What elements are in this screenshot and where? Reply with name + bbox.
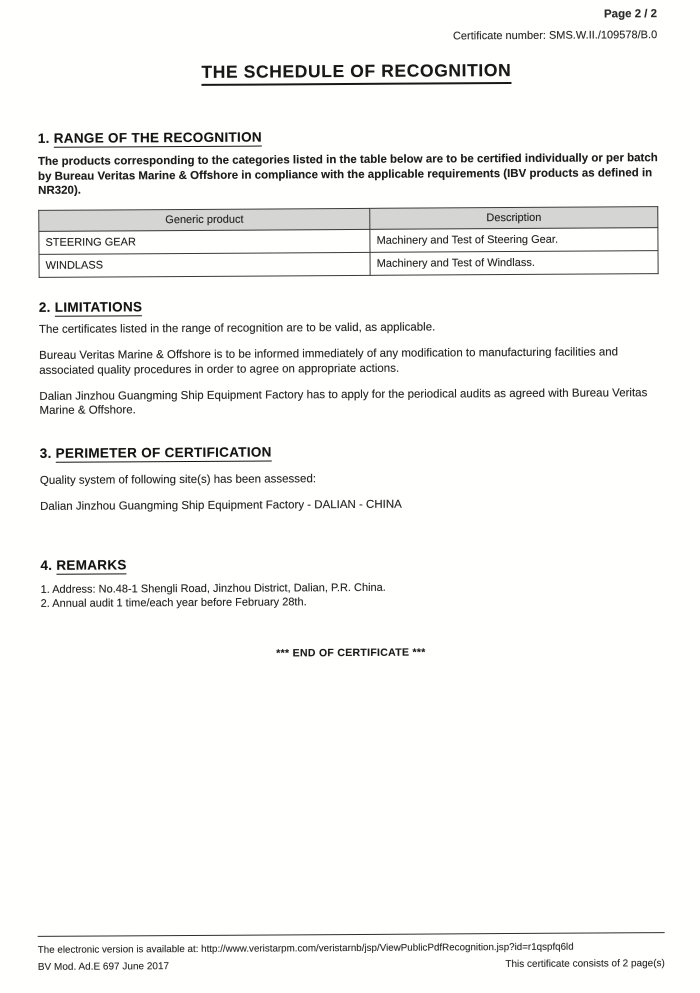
section-heading-range: [38, 127, 658, 146]
bv-mod-reference: BV Mod. Ad.E 697 June 2017: [37, 961, 170, 973]
section-title: RANGE OF THE RECOGNITION: [53, 129, 262, 146]
end-of-certificate-marker: *** END OF CERTIFICATE ***: [276, 646, 426, 659]
perimeter-paragraph: Quality system of following site(s) has been assessed:: [39, 472, 317, 487]
table-cell-description: Machinery and Test of Steering Gear.: [370, 228, 658, 253]
section-title: LIMITATIONS: [54, 299, 143, 315]
section-heading-perimeter: [40, 442, 660, 461]
range-body-paragraph: The products corresponding to the categories listed in the table below are to be certified individually or per batch by Bureau Veritas Marine & Offshore in compliance with the applicable requirements (IBV products as defined in NR320).: [37, 152, 658, 197]
remarks-list: [41, 579, 661, 611]
section-number: 4.: [40, 557, 53, 573]
section-number: 1.: [37, 130, 50, 146]
limitations-paragraph: The certificates listed in the range of recognition are to be valid, as applicable.: [38, 321, 436, 336]
table-row: [39, 251, 658, 278]
section-heading-remarks: [40, 554, 660, 573]
table-cell-product: STEERING GEAR: [39, 229, 370, 254]
table-cell-description: Machinery and Test of Windlass.: [370, 251, 658, 276]
section-number: 3.: [39, 445, 52, 461]
pages-note: This certificate consists of 2 page(s): [505, 958, 665, 971]
section-number: 2.: [38, 299, 51, 315]
table-header-description: Description: [370, 207, 658, 230]
section-heading-limitations: [39, 296, 659, 315]
document-title-text: THE SCHEDULE OF RECOGNITION: [201, 60, 511, 86]
certificate-number: Certificate number: SMS.W.II./109578/B.0: [452, 29, 658, 43]
footer-bottom-row: [38, 958, 665, 973]
recognition-table: [38, 206, 658, 278]
perimeter-site-line: Dalian Jinzhou Guangming Ship Equipment Factory - DALIAN - CHINA: [40, 498, 402, 513]
page-indicator: Page 2 / 2: [603, 8, 658, 21]
section-title: REMARKS: [56, 556, 127, 573]
limitations-paragraph: Dalian Jinzhou Guangming Ship Equipment Factory has to apply for the periodical audits as agreed with Bureau Veritas Marine & Offshore.: [39, 386, 648, 417]
document-title: [37, 59, 657, 84]
document-footer: [38, 932, 665, 973]
electronic-version-note: The electronic version is available at: http://www.veristarpm.com/veristarnb/jsp/ViewPublicPdfRecognition.jsp?id=r1qspfq6ld: [37, 941, 574, 956]
table-cell-product: WINDLASS: [39, 252, 370, 277]
limitations-paragraph: Bureau Veritas Marine & Offshore is to be informed immediately of any modification to manufacturing facilities and associated quality procedures in order to agree on appropriate actions.: [39, 346, 619, 377]
remark-item: 2. Annual audit 1 time/each year before February 28th.: [40, 595, 307, 610]
section-title: PERIMETER OF CERTIFICATION: [55, 443, 272, 461]
remark-item: 1. Address: No.48-1 Shengli Road, Jinzhou District, Dalian, P.R. China.: [40, 581, 386, 596]
table-header-generic-product: Generic product: [39, 208, 370, 231]
